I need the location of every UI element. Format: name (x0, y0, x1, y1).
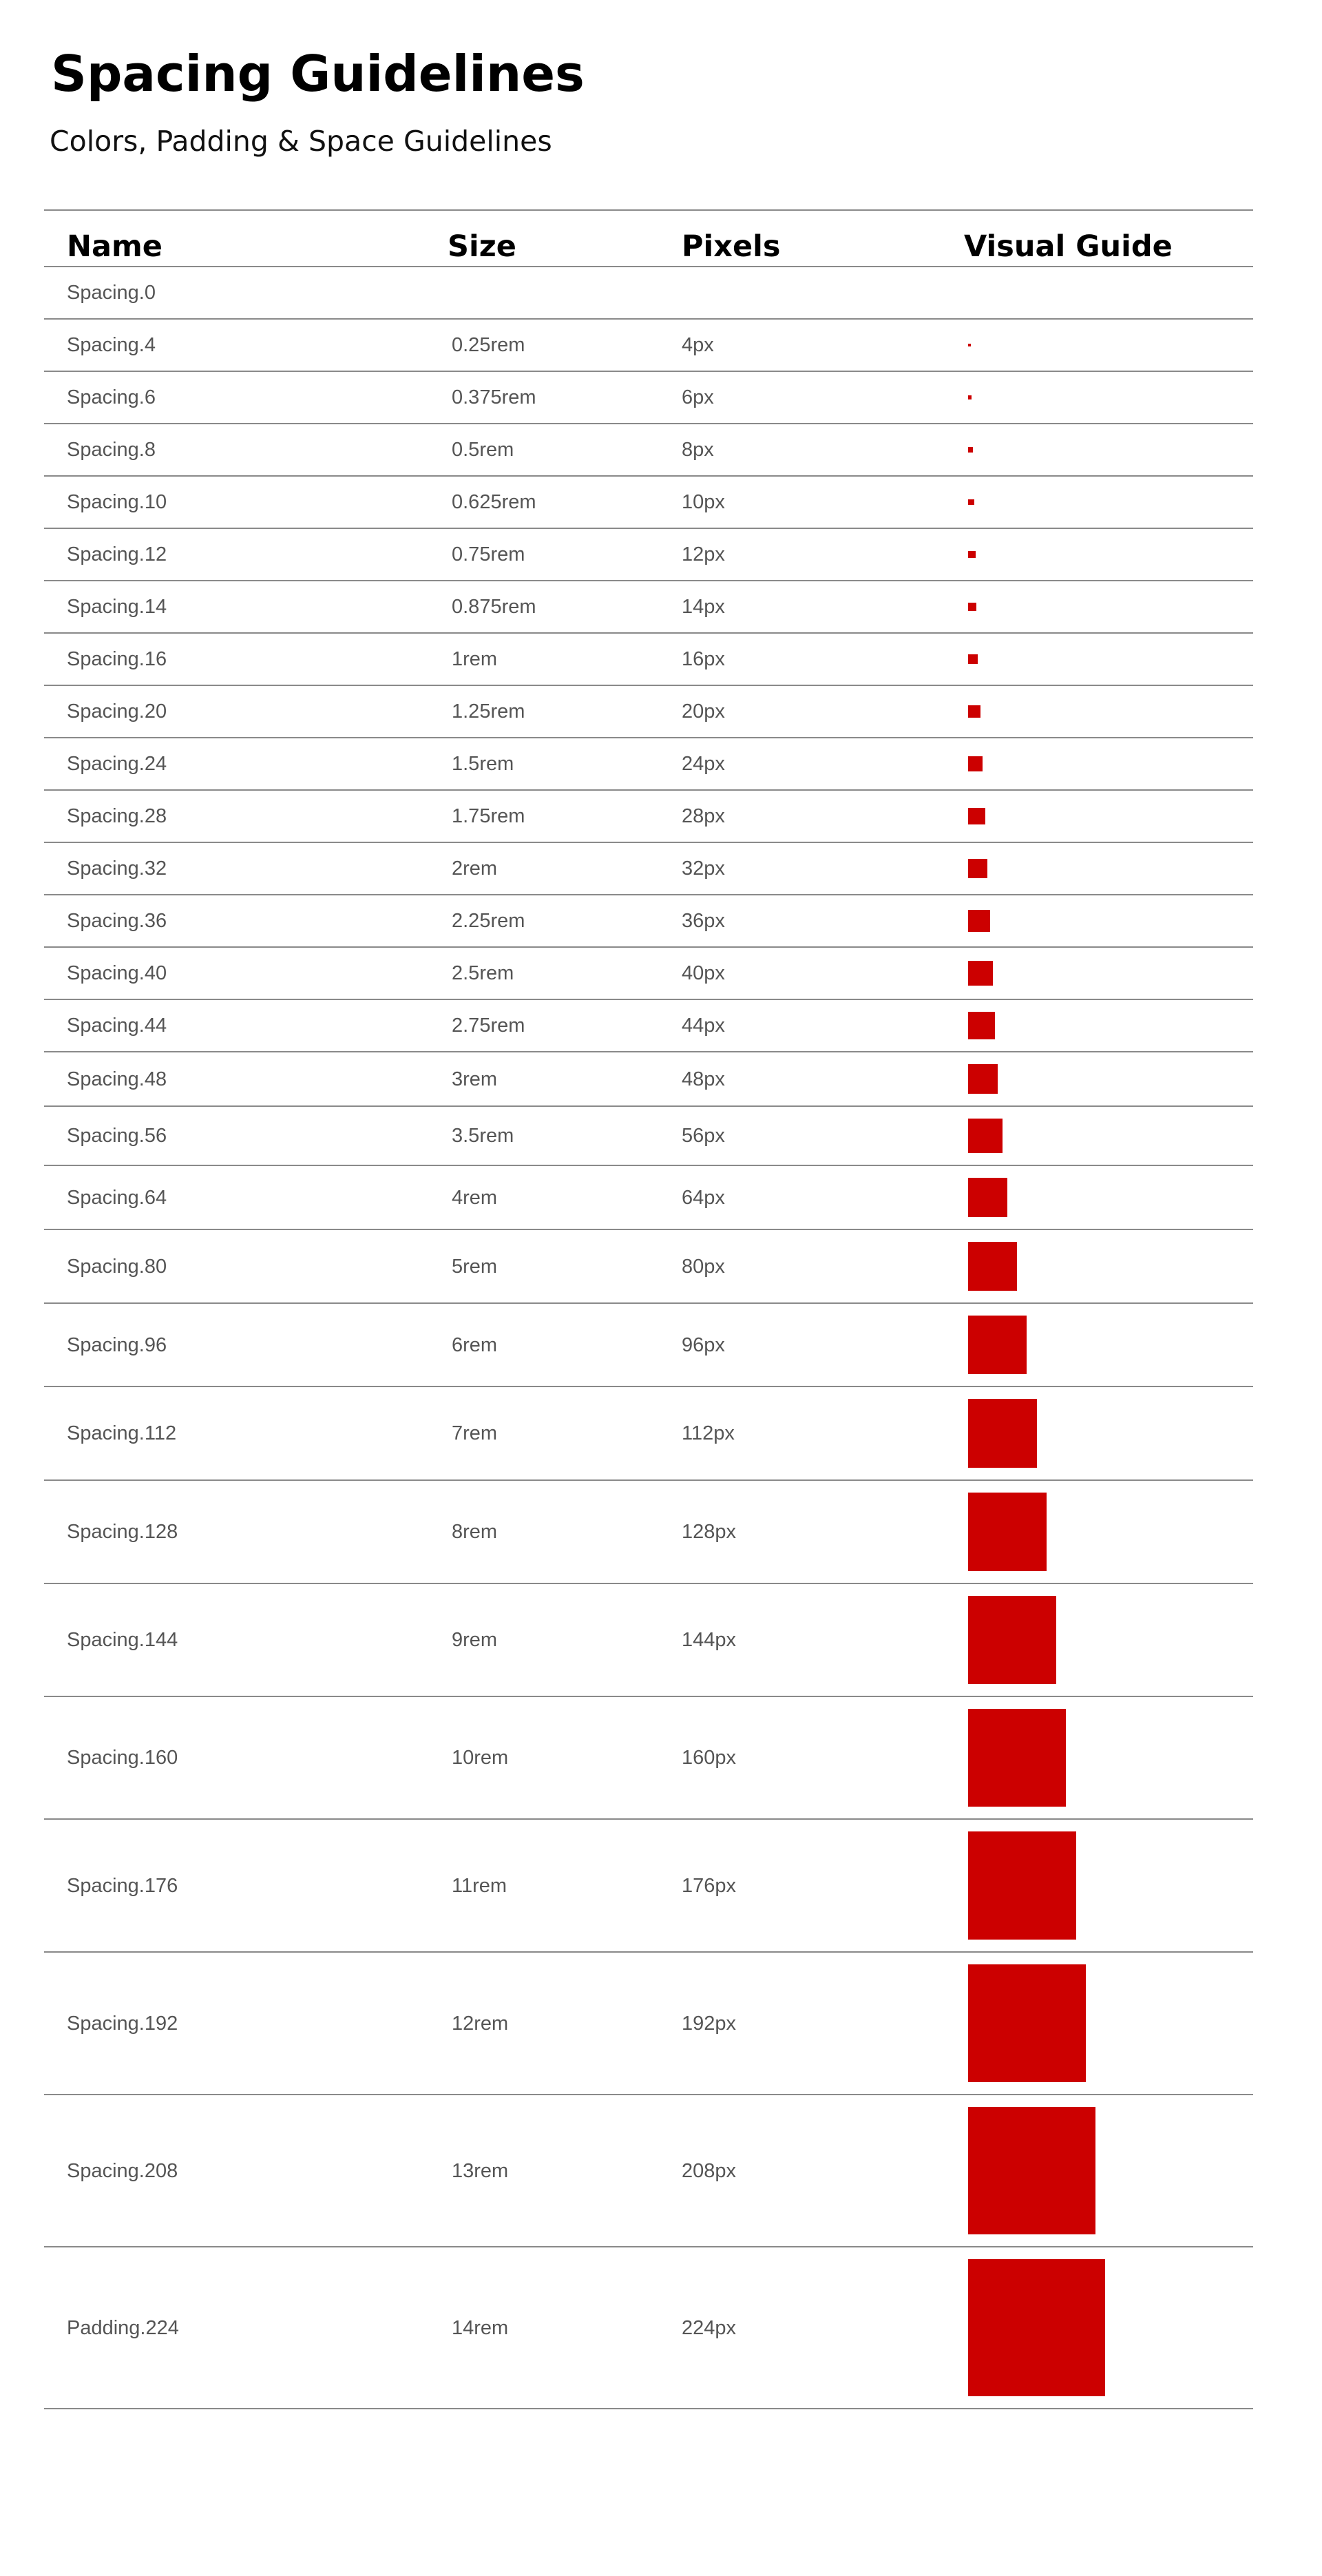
row-pixels: 14px (682, 596, 725, 618)
row-name: Spacing.4 (67, 334, 156, 356)
table-row (44, 320, 1253, 372)
spacing-swatch (968, 859, 987, 878)
row-name: Spacing.36 (67, 910, 167, 932)
table-header (44, 211, 1253, 267)
table-row (44, 738, 1253, 791)
row-size: 2rem (452, 858, 498, 880)
spacing-swatch (968, 1596, 1056, 1684)
row-size: 0.875rem (452, 596, 536, 618)
row-name: Spacing.28 (67, 805, 167, 827)
header-size: Size (448, 229, 516, 264)
table-row (44, 1820, 1253, 1953)
table-row (44, 477, 1253, 529)
row-pixels: 96px (682, 1333, 725, 1356)
row-name: Spacing.8 (67, 439, 156, 461)
header-pixels: Pixels (682, 229, 781, 264)
row-name: Spacing.192 (67, 2012, 178, 2035)
row-pixels: 28px (682, 805, 725, 827)
row-pixels: 44px (682, 1015, 725, 1037)
table-row (44, 686, 1253, 738)
row-name: Spacing.48 (67, 1068, 167, 1090)
row-size: 14rem (452, 2316, 509, 2339)
row-size: 3rem (452, 1068, 498, 1090)
spacing-swatch (968, 447, 973, 452)
row-size: 0.375rem (452, 386, 536, 408)
table-row (44, 1052, 1253, 1107)
page-title: Spacing Guidelines (51, 45, 585, 103)
row-size: 7rem (452, 1422, 498, 1444)
row-pixels: 208px (682, 2159, 737, 2182)
table-row (44, 1304, 1253, 1387)
table-body (44, 267, 1253, 2409)
table-row (44, 791, 1253, 843)
table-row (44, 1697, 1253, 1820)
spacing-swatch (968, 961, 993, 986)
row-name: Spacing.144 (67, 1629, 178, 1651)
table-row (44, 634, 1253, 686)
row-pixels: 32px (682, 858, 725, 880)
row-name: Spacing.56 (67, 1125, 167, 1147)
row-pixels: 4px (682, 334, 714, 356)
row-name: Spacing.10 (67, 491, 167, 513)
row-size: 3.5rem (452, 1125, 514, 1147)
row-pixels: 40px (682, 962, 725, 984)
row-size: 12rem (452, 2012, 509, 2035)
row-name: Spacing.64 (67, 1186, 167, 1209)
row-pixels: 36px (682, 910, 725, 932)
row-size: 8rem (452, 1521, 498, 1543)
row-name: Spacing.32 (67, 858, 167, 880)
row-size: 5rem (452, 1255, 498, 1278)
spacing-swatch (968, 1012, 995, 1039)
row-pixels: 224px (682, 2316, 737, 2339)
row-name: Spacing.128 (67, 1521, 178, 1543)
row-name: Spacing.24 (67, 753, 167, 775)
row-size: 2.5rem (452, 962, 514, 984)
spacing-swatch (968, 1831, 1076, 1940)
row-pixels: 6px (682, 386, 714, 408)
row-size: 1rem (452, 648, 498, 670)
spacing-swatch (968, 808, 985, 825)
spacing-swatch (968, 551, 976, 559)
spacing-table (44, 209, 1253, 2409)
row-size: 2.75rem (452, 1015, 525, 1037)
spacing-swatch (968, 1064, 998, 1094)
table-row (44, 1166, 1253, 1230)
row-pixels: 20px (682, 700, 725, 723)
row-pixels: 48px (682, 1068, 725, 1090)
row-size: 9rem (452, 1629, 498, 1651)
row-name: Padding.224 (67, 2316, 179, 2339)
table-row (44, 1584, 1253, 1697)
row-size: 11rem (452, 1874, 507, 1897)
table-row (44, 1387, 1253, 1481)
row-name: Spacing.14 (67, 596, 167, 618)
row-size: 10rem (452, 1747, 509, 1769)
row-pixels: 8px (682, 439, 714, 461)
row-size: 1.75rem (452, 805, 525, 827)
table-row (44, 2095, 1253, 2247)
table-row (44, 843, 1253, 895)
spacing-swatch (968, 910, 990, 932)
row-name: Spacing.80 (67, 1255, 167, 1278)
header-visual-guide: Visual Guide (964, 229, 1173, 264)
row-size: 1.25rem (452, 700, 525, 723)
table-row (44, 1107, 1253, 1166)
spacing-swatch (968, 1178, 1007, 1217)
table-row (44, 529, 1253, 581)
spacing-swatch (968, 603, 976, 611)
table-row (44, 1481, 1253, 1584)
row-size: 0.5rem (452, 439, 514, 461)
row-name: Spacing.40 (67, 962, 167, 984)
spacing-swatch (968, 1964, 1086, 2082)
spacing-swatch (968, 1242, 1017, 1291)
row-size: 0.25rem (452, 334, 525, 356)
spacing-swatch (968, 499, 974, 506)
row-name: Spacing.16 (67, 648, 167, 670)
spacing-swatch (968, 1709, 1066, 1807)
row-pixels: 144px (682, 1629, 737, 1651)
row-pixels: 24px (682, 753, 725, 775)
row-pixels: 112px (682, 1422, 735, 1444)
row-size: 1.5rem (452, 753, 514, 775)
spacing-swatch (968, 1316, 1027, 1374)
page-subtitle: Colors, Padding & Space Guidelines (50, 125, 552, 158)
spacing-swatch (968, 654, 978, 664)
row-pixels: 10px (682, 491, 725, 513)
row-pixels: 12px (682, 543, 725, 565)
row-size: 13rem (452, 2159, 509, 2182)
row-size: 2.25rem (452, 910, 525, 932)
header-name: Name (67, 229, 162, 264)
row-pixels: 56px (682, 1125, 725, 1147)
spacing-swatch (968, 1493, 1047, 1571)
row-size: 4rem (452, 1186, 498, 1209)
row-name: Spacing.6 (67, 386, 156, 408)
row-pixels: 16px (682, 648, 725, 670)
row-name: Spacing.12 (67, 543, 167, 565)
table-row (44, 2247, 1253, 2409)
row-name: Spacing.96 (67, 1333, 167, 1356)
row-pixels: 192px (682, 2012, 737, 2035)
row-size: 0.625rem (452, 491, 536, 513)
row-name: Spacing.176 (67, 1874, 178, 1897)
row-pixels: 160px (682, 1747, 737, 1769)
spacing-swatch (968, 2107, 1095, 2234)
table-row (44, 581, 1253, 634)
table-row (44, 1000, 1253, 1052)
table-row (44, 1953, 1253, 2095)
row-size: 6rem (452, 1333, 498, 1356)
spacing-swatch (968, 756, 983, 771)
row-name: Spacing.160 (67, 1747, 178, 1769)
table-row (44, 267, 1253, 320)
row-name: Spacing.44 (67, 1015, 167, 1037)
row-name: Spacing.20 (67, 700, 167, 723)
table-row (44, 895, 1253, 948)
row-pixels: 80px (682, 1255, 725, 1278)
table-row (44, 372, 1253, 424)
table-row (44, 948, 1253, 1000)
spacing-swatch (968, 705, 980, 718)
table-row (44, 424, 1253, 477)
table-row (44, 1230, 1253, 1304)
row-size: 0.75rem (452, 543, 525, 565)
row-pixels: 64px (682, 1186, 725, 1209)
spacing-swatch (968, 2259, 1105, 2396)
row-pixels: 128px (682, 1521, 737, 1543)
row-name: Spacing.0 (67, 282, 156, 304)
row-name: Spacing.208 (67, 2159, 178, 2182)
row-name: Spacing.112 (67, 1422, 177, 1444)
row-pixels: 176px (682, 1874, 737, 1897)
spacing-swatch (968, 344, 971, 346)
spacing-swatch (968, 1119, 1003, 1153)
spacing-swatch (968, 1399, 1037, 1468)
spacing-swatch (968, 395, 972, 399)
